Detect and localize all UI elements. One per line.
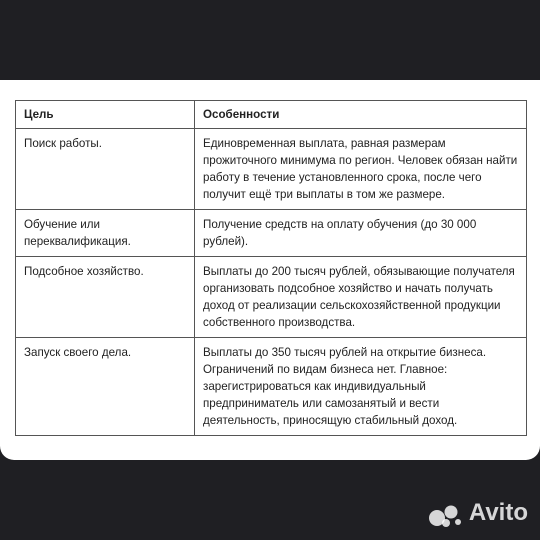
cell-features: Выплаты до 200 тысяч рублей, обязывающие получателя организовать подсобное хозяйство и начать получать доход от реализации сельскохозяйственной продукции собственного производства. xyxy=(195,257,527,338)
table-row xyxy=(16,257,527,338)
cell-goal: Подсобное хозяйство. xyxy=(16,257,195,338)
cell-features: Получение средств на оплату обучения (до 30 000 рублей). xyxy=(195,210,527,257)
cell-goal: Обучение или переквалификация. xyxy=(16,210,195,257)
header-features: Особенности xyxy=(195,101,527,129)
avito-watermark xyxy=(427,498,528,528)
benefits-table xyxy=(15,100,527,436)
content-card xyxy=(0,80,540,460)
cell-goal: Поиск работы. xyxy=(16,129,195,210)
table-row xyxy=(16,338,527,436)
table-row xyxy=(16,210,527,257)
cell-features: Выплаты до 350 тысяч рублей на открытие бизнеса. Ограничений по видам бизнеса нет. Главное: зарегистрироваться как индивидуальный предприниматель или самозанятый и вести деятельность, приносящую стабильный доход. xyxy=(195,338,527,436)
avito-logo-icon xyxy=(427,498,463,528)
table-header-row xyxy=(16,101,527,129)
table-row xyxy=(16,129,527,210)
cell-features: Единовременная выплата, равная размерам прожиточного минимума по регион. Человек обязан найти работу в течение установленного срока, после чего получит ещё три выплаты в том же размере. xyxy=(195,129,527,210)
cell-goal: Запуск своего дела. xyxy=(16,338,195,436)
header-goal: Цель xyxy=(16,101,195,129)
watermark-text: Avito xyxy=(468,499,528,526)
